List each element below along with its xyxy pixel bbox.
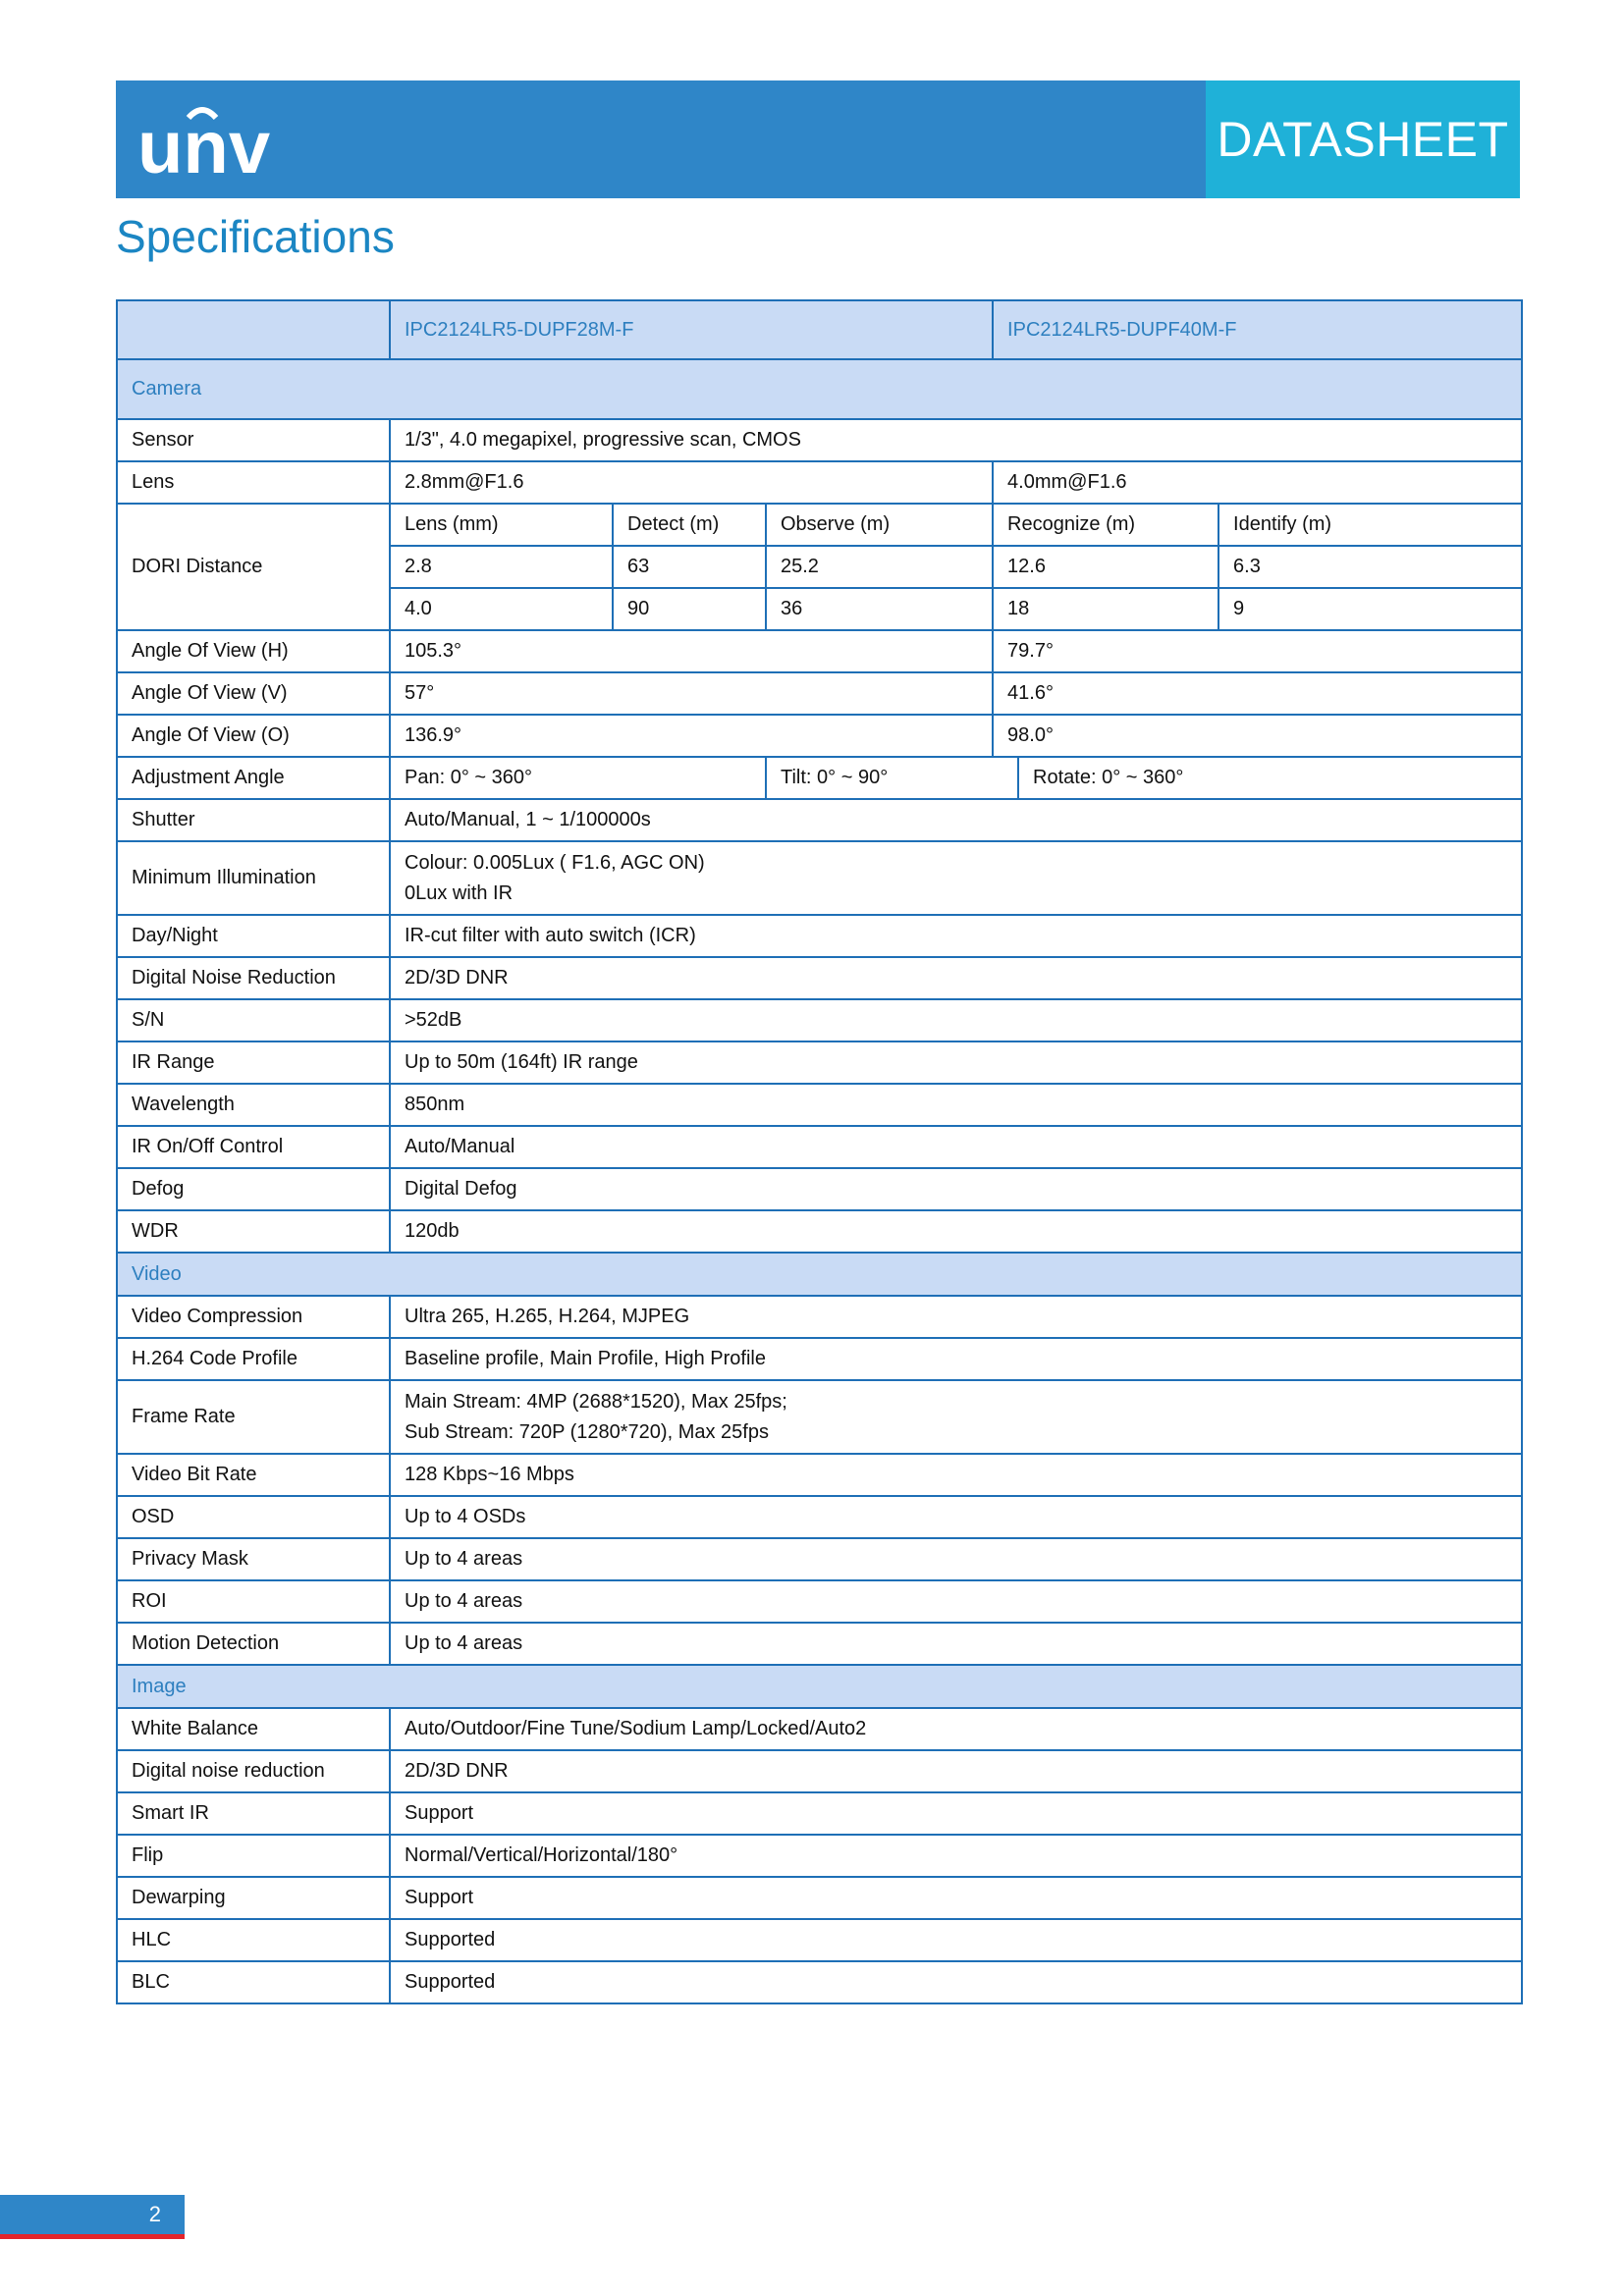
spec-value: Up to 4 areas [390,1623,1522,1665]
unv-logo [137,96,285,185]
spec-value: 105.3° [390,630,993,672]
spec-row [117,1835,1522,1877]
spec-row [117,999,1522,1041]
dori-cell: 6.3 [1218,546,1522,588]
dori-header-cell: Identify (m) [1218,504,1522,546]
spec-value: 2D/3D DNR [390,1750,1522,1792]
spec-row [117,1961,1522,2003]
spec-row [117,1380,1522,1454]
spec-row [117,799,1522,841]
spec-value: Auto/Manual, 1 ~ 1/100000s [390,799,1522,841]
spec-row [117,1041,1522,1084]
spec-row [117,915,1522,957]
spec-value: 1/3", 4.0 megapixel, progressive scan, CMOS [390,419,1522,461]
svg-text:unv: unv [137,106,271,185]
model-name: IPC2124LR5-DUPF40M-F [993,300,1522,359]
spec-label: Day/Night [117,915,390,957]
spec-label: Flip [117,1835,390,1877]
spec-label: HLC [117,1919,390,1961]
spec-label: DORI Distance [117,504,390,630]
spec-value: 57° [390,672,993,715]
spec-value: Auto/Manual [390,1126,1522,1168]
spec-label: Wavelength [117,1084,390,1126]
spec-value: Up to 50m (164ft) IR range [390,1041,1522,1084]
spec-row [117,672,1522,715]
dori-cell: 9 [1218,588,1522,630]
spec-value: 850nm [390,1084,1522,1126]
spec-value: Up to 4 areas [390,1538,1522,1580]
spec-value: 4.0mm@F1.6 [993,461,1522,504]
spec-row [117,1877,1522,1919]
section-header-camera: Camera [117,359,1522,419]
spec-label: Motion Detection [117,1623,390,1665]
spec-value-line: Sub Stream: 720P (1280*720), Max 25fps [405,1420,769,1443]
spec-row [117,630,1522,672]
spec-row [117,419,1522,461]
spec-value: 128 Kbps~16 Mbps [390,1454,1522,1496]
spec-value: >52dB [390,999,1522,1041]
spec-label: BLC [117,1961,390,2003]
spec-label: Adjustment Angle [117,757,390,799]
spec-label: Minimum Illumination [117,841,390,915]
spec-label: Defog [117,1168,390,1210]
dori-cell: 63 [613,546,766,588]
spec-value: 79.7° [993,630,1522,672]
dori-header-cell: Lens (mm) [390,504,613,546]
spec-value: 41.6° [993,672,1522,715]
spec-value [390,1380,1522,1454]
spec-row [117,1126,1522,1168]
spec-row [117,1538,1522,1580]
spec-row [117,1210,1522,1253]
spec-value: Support [390,1877,1522,1919]
datasheet-label: DATASHEET [1206,80,1520,198]
spec-value: Up to 4 OSDs [390,1496,1522,1538]
spec-table [116,299,1523,2004]
spec-label: ROI [117,1580,390,1623]
spec-label: Smart IR [117,1792,390,1835]
spec-value: Support [390,1792,1522,1835]
footer-accent-line [0,2234,185,2239]
spec-label: Lens [117,461,390,504]
spec-label: Frame Rate [117,1380,390,1454]
spec-label: Privacy Mask [117,1538,390,1580]
model-header-row [117,300,1522,359]
spec-row [117,1792,1522,1835]
spec-row [117,1623,1522,1665]
spec-row [117,1084,1522,1126]
spec-value: Ultra 265, H.265, H.264, MJPEG [390,1296,1522,1338]
dori-cell: 18 [993,588,1218,630]
spec-row [117,715,1522,757]
spec-label: White Balance [117,1708,390,1750]
spec-row [117,1454,1522,1496]
spec-value: Normal/Vertical/Horizontal/180° [390,1835,1522,1877]
spec-value: 98.0° [993,715,1522,757]
spec-value [390,841,1522,915]
spec-row [117,1708,1522,1750]
dori-header-cell: Recognize (m) [993,504,1218,546]
spec-label: Angle Of View (V) [117,672,390,715]
dori-header-cell: Detect (m) [613,504,766,546]
spec-row [117,1919,1522,1961]
spec-label: Digital Noise Reduction [117,957,390,999]
spec-value: Digital Defog [390,1168,1522,1210]
spec-label: Shutter [117,799,390,841]
page-header [116,80,1520,198]
spec-label: Angle Of View (O) [117,715,390,757]
dori-cell: 2.8 [390,546,613,588]
spec-row [117,1580,1522,1623]
spec-label: Angle Of View (H) [117,630,390,672]
dori-cell: 25.2 [766,546,993,588]
spec-value: Pan: 0° ~ 360° [390,757,766,799]
spec-value: Tilt: 0° ~ 90° [766,757,1018,799]
spec-label: Video Bit Rate [117,1454,390,1496]
spec-value-line: 0Lux with IR [405,881,514,904]
page-number: 2 [0,2195,185,2234]
spec-label: H.264 Code Profile [117,1338,390,1380]
spec-label: OSD [117,1496,390,1538]
spec-label: Dewarping [117,1877,390,1919]
spec-label: Digital noise reduction [117,1750,390,1792]
page-title: Specifications [116,211,395,262]
spec-label: IR On/Off Control [117,1126,390,1168]
spec-row [117,1296,1522,1338]
spec-label: IR Range [117,1041,390,1084]
spec-value: Supported [390,1919,1522,1961]
dori-cell: 90 [613,588,766,630]
spec-label: WDR [117,1210,390,1253]
dori-cell: 4.0 [390,588,613,630]
dori-cell: 36 [766,588,993,630]
spec-value: Rotate: 0° ~ 360° [1018,757,1522,799]
dori-cell: 12.6 [993,546,1218,588]
spec-row [117,1168,1522,1210]
section-header-image: Image [117,1665,1522,1708]
model-name: IPC2124LR5-DUPF28M-F [390,300,993,359]
spec-row [117,757,1522,799]
spec-label: Video Compression [117,1296,390,1338]
spec-value: Baseline profile, Main Profile, High Profile [390,1338,1522,1380]
section-header-video: Video [117,1253,1522,1296]
spec-row [117,1750,1522,1792]
spec-value: Supported [390,1961,1522,2003]
spec-value-line: Colour: 0.005Lux ( F1.6, AGC ON) [405,851,705,874]
spec-value: Auto/Outdoor/Fine Tune/Sodium Lamp/Locked/Auto2 [390,1708,1522,1750]
spec-value: Up to 4 areas [390,1580,1522,1623]
dori-header-cell: Observe (m) [766,504,993,546]
spec-value: IR-cut filter with auto switch (ICR) [390,915,1522,957]
spec-row [117,1338,1522,1380]
spec-label: Sensor [117,419,390,461]
spec-value-line: Main Stream: 4MP (2688*1520), Max 25fps; [405,1390,787,1413]
spec-row [117,957,1522,999]
spec-value: 2D/3D DNR [390,957,1522,999]
spec-row [117,1496,1522,1538]
spec-value: 136.9° [390,715,993,757]
spec-label: S/N [117,999,390,1041]
spec-value: 120db [390,1210,1522,1253]
spec-row [117,841,1522,915]
spec-value: 2.8mm@F1.6 [390,461,993,504]
dori-header-row [117,504,1522,546]
spec-row [117,461,1522,504]
